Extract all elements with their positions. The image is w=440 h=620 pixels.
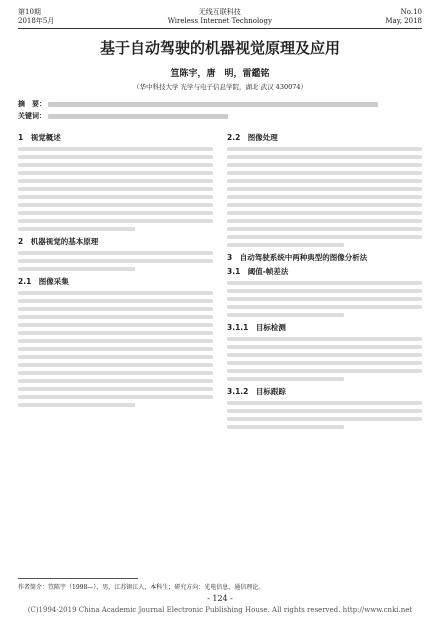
abstract-text-placeholder	[48, 102, 378, 107]
abstract	[18, 99, 422, 109]
issue-number-en: No.10	[400, 8, 422, 16]
paragraph-placeholder	[227, 337, 422, 381]
paragraph-placeholder	[18, 251, 213, 271]
subsection-heading: 3.1.1 目标检测	[227, 323, 286, 332]
right-column	[227, 129, 422, 435]
section-heading: 3 自动驾驶系统中两种典型的图像分析法	[227, 253, 368, 262]
journal-name	[168, 8, 272, 26]
subsection-heading: 2.1 图像采集	[18, 277, 69, 286]
header-rule	[18, 28, 422, 29]
body-columns	[18, 129, 422, 435]
issue-number: 第10期	[18, 8, 41, 16]
issue-date-en: May, 2018	[385, 17, 422, 25]
keywords	[18, 111, 422, 121]
journal-name-cn: 无线互联科技	[198, 8, 241, 16]
section-heading: 2 机器视觉的基本原理	[18, 237, 99, 246]
copyright-line: (C)1994-2019 China Academic Journal Electronic Publishing House. All rights reserved. http://www.cnki.net	[27, 606, 413, 614]
journal-name-en: Wireless Internet Technology	[167, 17, 272, 25]
page-number: - 124 -	[207, 594, 233, 603]
running-header	[18, 8, 422, 26]
section-heading: 1 视觉概述	[18, 133, 61, 142]
subsection-heading: 2.2 图像处理	[227, 133, 278, 142]
author-footnote: 作者简介：笪陈宇（1998—），男，江苏镇江人，本科生；研究方向：光电信息、通信理论。	[18, 584, 265, 591]
header-issue-en	[385, 8, 422, 26]
paper-affiliation: （华中科技大学 光学与电子信息学院，湖北 武汉 430074）	[132, 83, 307, 91]
keywords-text-placeholder	[48, 114, 228, 119]
header-issue	[18, 8, 54, 26]
paragraph-placeholder	[227, 281, 422, 317]
subsection-heading: 3.1.2 目标跟踪	[227, 387, 286, 396]
left-column	[18, 129, 213, 435]
paragraph-placeholder	[227, 147, 422, 247]
keywords-label: 关键词：	[18, 111, 46, 120]
paragraph-placeholder	[227, 401, 422, 429]
paper-authors: 笪陈宇，唐 明，雷鑑铭	[170, 69, 270, 79]
subsection-heading: 3.1 阈值-帧差法	[227, 267, 289, 276]
issue-date: 2018年5月	[18, 17, 55, 25]
footnote-rule	[18, 578, 138, 579]
paragraph-placeholder	[18, 291, 213, 407]
abstract-label: 摘 要：	[18, 99, 46, 108]
paper-title: 基于自动驾驶的机器视觉原理及应用	[99, 39, 340, 57]
paragraph-placeholder	[18, 147, 213, 231]
